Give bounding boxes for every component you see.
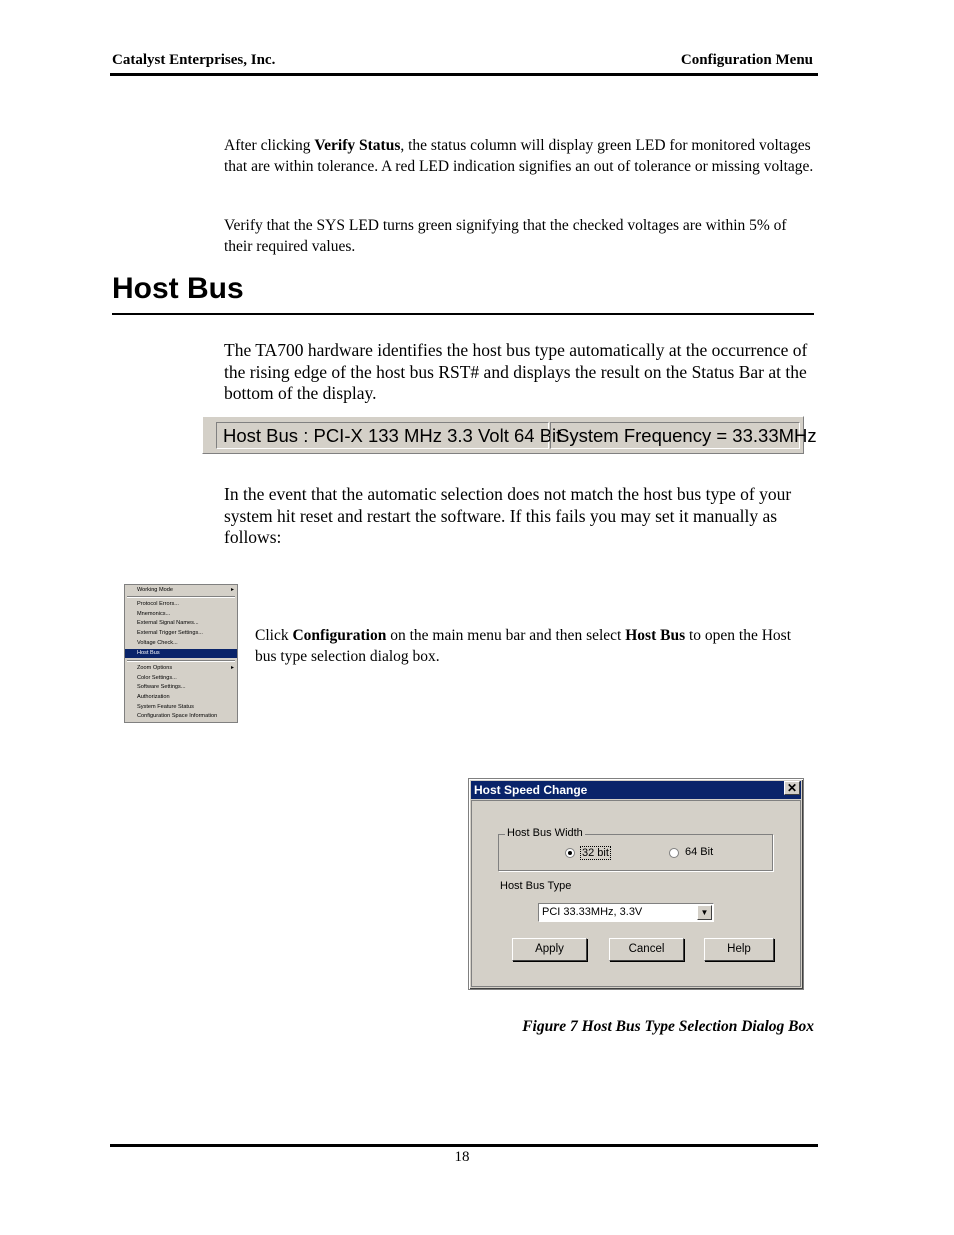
p1-post: , the status column will display green LED for monitored voltages that are within tolerance. A red LED indication signifies an out of tolerance or missing voltage. <box>224 137 814 175</box>
paragraph-sys-led: Verify that the SYS LED turns green signifying that the checked voltages are within 5% of their required values. <box>224 217 787 255</box>
menu-separator <box>127 596 235 598</box>
p5-d: Host Bus <box>625 627 686 644</box>
chevron-down-icon[interactable]: ▼ <box>697 905 712 920</box>
host-speed-change-dialog <box>468 778 804 990</box>
menu-item-working-mode[interactable] <box>125 586 237 595</box>
menu-item-protocol-errors[interactable]: Protocol Errors... <box>137 601 179 607</box>
menu-item-system-feature-status[interactable]: System Feature Status <box>137 704 194 710</box>
menu-item-host-bus[interactable]: Host Bus <box>125 649 237 658</box>
menu-item-label: Working Mode <box>137 587 173 593</box>
header-rule <box>110 73 818 76</box>
p5-b: Configuration <box>292 627 387 644</box>
host-bus-width-group <box>498 827 773 871</box>
radio-64-bit-label[interactable]: 64 Bit <box>685 846 714 858</box>
page-number: 18 <box>454 1149 470 1165</box>
help-button[interactable]: Help <box>704 938 774 961</box>
footer-rule <box>110 1144 818 1147</box>
paragraph-host-bus-intro: The TA700 hardware identifies the host bus type automatically at the occurrence of the rising edge of the host bus RST# and displays the result on the Status Bar at the bottom of the display. <box>224 340 808 403</box>
close-icon[interactable]: ✕ <box>784 781 800 795</box>
menu-item-authorization[interactable]: Authorization <box>137 694 170 700</box>
p5-e: to open the Host bus type selection dialog box. <box>255 627 792 665</box>
menu-item-software-settings[interactable]: Software Settings... <box>137 684 186 690</box>
section-rule <box>112 313 814 315</box>
p5-c: on the main menu bar and then select <box>386 627 626 644</box>
menu-separator <box>127 660 235 662</box>
cancel-button[interactable]: Cancel <box>609 938 684 961</box>
status-system-frequency: System Frequency = 33.33MHz <box>550 422 800 449</box>
header-section: Configuration Menu <box>680 52 813 68</box>
apply-button[interactable]: Apply <box>512 938 587 961</box>
menu-item-voltage-check[interactable]: Voltage Check... <box>137 640 178 646</box>
select-value: PCI 33.33MHz, 3.3V <box>542 906 643 918</box>
paragraph-manual-selection: In the event that the automatic selection does not match the host bus type of your system hit reset and restart the software. If this fails you may set it manually as follows: <box>224 484 792 547</box>
dialog-titlebar[interactable] <box>471 781 801 799</box>
submenu-arrow-icon: ▸ <box>230 587 234 593</box>
paragraph-click-configuration <box>255 626 815 667</box>
status-host-bus: Host Bus : PCI-X 133 MHz 3.3 Volt 64 Bit <box>216 422 549 449</box>
radio-32-bit[interactable] <box>565 848 575 858</box>
dialog-body <box>471 800 801 987</box>
p1-bold: Verify Status <box>314 137 401 154</box>
menu-item-zoom-options[interactable] <box>125 664 237 673</box>
menu-item-color-settings[interactable]: Color Settings... <box>137 675 177 681</box>
p5-a: Click <box>255 627 293 644</box>
dialog-title: Host Speed Change <box>474 783 588 797</box>
radio-32-bit-label[interactable]: 32 bit <box>582 847 609 859</box>
p1-pre: After clicking <box>224 137 315 154</box>
submenu-arrow-icon: ▸ <box>230 665 234 671</box>
radio-64-bit[interactable] <box>669 848 679 858</box>
section-title: Host Bus <box>112 272 244 305</box>
host-bus-type-select[interactable] <box>538 903 714 922</box>
paragraph-verify-status <box>224 136 816 177</box>
group-label: Host Bus Width <box>507 827 583 839</box>
configuration-menu <box>124 584 238 723</box>
menu-item-external-signal-names[interactable]: External Signal Names... <box>137 620 199 626</box>
menu-item-configuration-space-information[interactable]: Configuration Space Information <box>137 713 218 719</box>
status-bar <box>202 416 817 454</box>
menu-item-mnemonics[interactable]: Mnemonics... <box>137 611 171 617</box>
menu-item-external-trigger-settings[interactable]: External Trigger Settings... <box>137 630 203 636</box>
menu-item-label: Zoom Options <box>137 665 173 671</box>
header-company: Catalyst Enterprises, Inc. <box>112 52 276 68</box>
figure-caption: Figure 7 Host Bus Type Selection Dialog Box <box>522 1018 814 1035</box>
host-bus-type-label: Host Bus Type <box>500 880 572 892</box>
